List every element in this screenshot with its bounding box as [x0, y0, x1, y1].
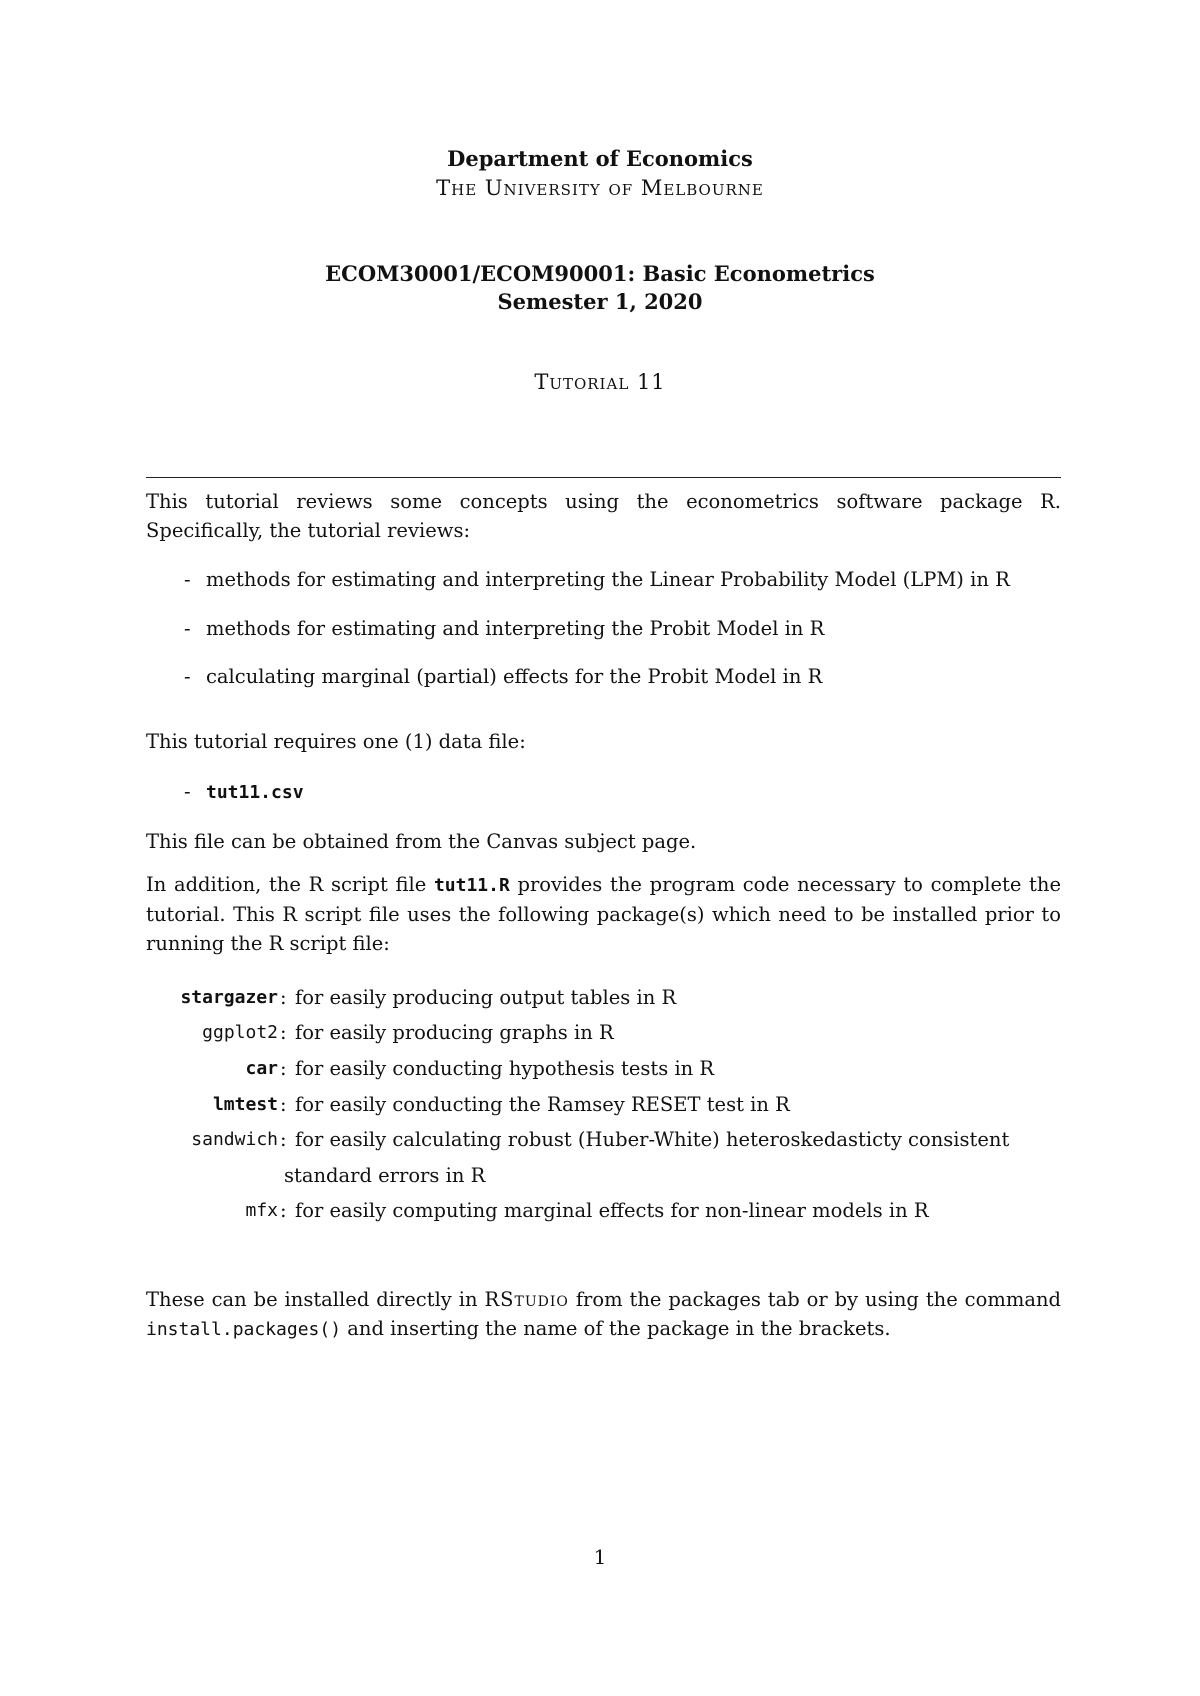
dash-marker: - — [184, 665, 191, 688]
package-desc-continuation: standard errors in R — [284, 1164, 486, 1187]
colon: : — [280, 1128, 287, 1151]
university-name: The University of Melbourne — [436, 176, 764, 200]
colon: : — [280, 1057, 287, 1080]
install-text-mid: from the packages tab or by using the command — [568, 1288, 1061, 1311]
package-name: mfx — [245, 1200, 278, 1221]
dash-marker: - — [184, 780, 191, 803]
list-item — [184, 614, 824, 643]
package-desc: for easily producing graphs in R — [295, 1021, 614, 1044]
package-name: stargazer — [180, 987, 278, 1008]
install-text-post: and inserting the name of the package in the brackets. — [341, 1317, 891, 1340]
dash-marker: - — [184, 568, 191, 591]
colon: : — [280, 1199, 287, 1222]
script-text-pre: In addition, the R script file — [146, 873, 434, 896]
bullet-text: methods for estimating and interpreting the Linear Probability Model (LPM) in R — [206, 568, 1010, 591]
bullet-text: methods for estimating and interpreting the Probit Model in R — [206, 617, 825, 640]
install-text-pre: These can be installed directly in — [146, 1288, 485, 1311]
script-text-post: provides the program code necessary to complete the tutorial. This R script file uses the following package(s) which need to be installed prior to running the R script file: — [146, 873, 1061, 955]
semester-label: Semester 1, 2020 — [497, 289, 703, 314]
colon: : — [280, 1021, 287, 1044]
rstudio-name — [484, 1288, 568, 1311]
script-file-name: tut11.R — [433, 875, 510, 896]
package-name: ggplot2 — [202, 1022, 278, 1043]
data-requirement: This tutorial requires one (1) data file: — [146, 730, 526, 753]
package-desc: for easily conducting the Ramsey RESET test in R — [295, 1093, 790, 1116]
package-name: lmtest — [212, 1094, 278, 1115]
data-obtain-note: This file can be obtained from the Canvas subject page. — [146, 830, 697, 853]
data-file-item — [184, 777, 304, 807]
tutorial-title: Tutorial 11 — [534, 370, 666, 394]
dash-marker: - — [184, 617, 191, 640]
package-desc: for easily producing output tables in R — [295, 986, 677, 1009]
rstudio-label: RStudio — [484, 1288, 569, 1311]
install-paragraph — [146, 1285, 1061, 1344]
page-number: 1 — [593, 1545, 607, 1569]
bullet-text: calculating marginal (partial) effects for the Probit Model in R — [206, 665, 823, 688]
horizontal-rule — [146, 477, 1061, 478]
package-desc: for easily conducting hypothesis tests in R — [295, 1057, 715, 1080]
package-name: sandwich — [191, 1129, 278, 1150]
intro-paragraph: This tutorial reviews some concepts using the econometrics software package R. Specifically, the tutorial reviews: — [146, 490, 1061, 542]
data-file-name: tut11.csv — [206, 782, 304, 803]
course-title: ECOM30001/ECOM90001: Basic Econometrics — [325, 261, 875, 286]
package-desc: for easily computing marginal effects for non-linear models in R — [295, 1199, 929, 1222]
colon: : — [280, 986, 287, 1009]
package-name: car — [245, 1058, 278, 1079]
colon: : — [280, 1093, 287, 1116]
install-command: install.packages() — [146, 1319, 342, 1340]
list-item — [184, 662, 822, 691]
list-item — [184, 565, 1010, 594]
script-paragraph — [146, 870, 1061, 958]
department-title: Department of Economics — [447, 146, 753, 171]
package-desc: for easily calculating robust (Huber-White) heteroskedasticty consistent — [295, 1128, 1010, 1151]
